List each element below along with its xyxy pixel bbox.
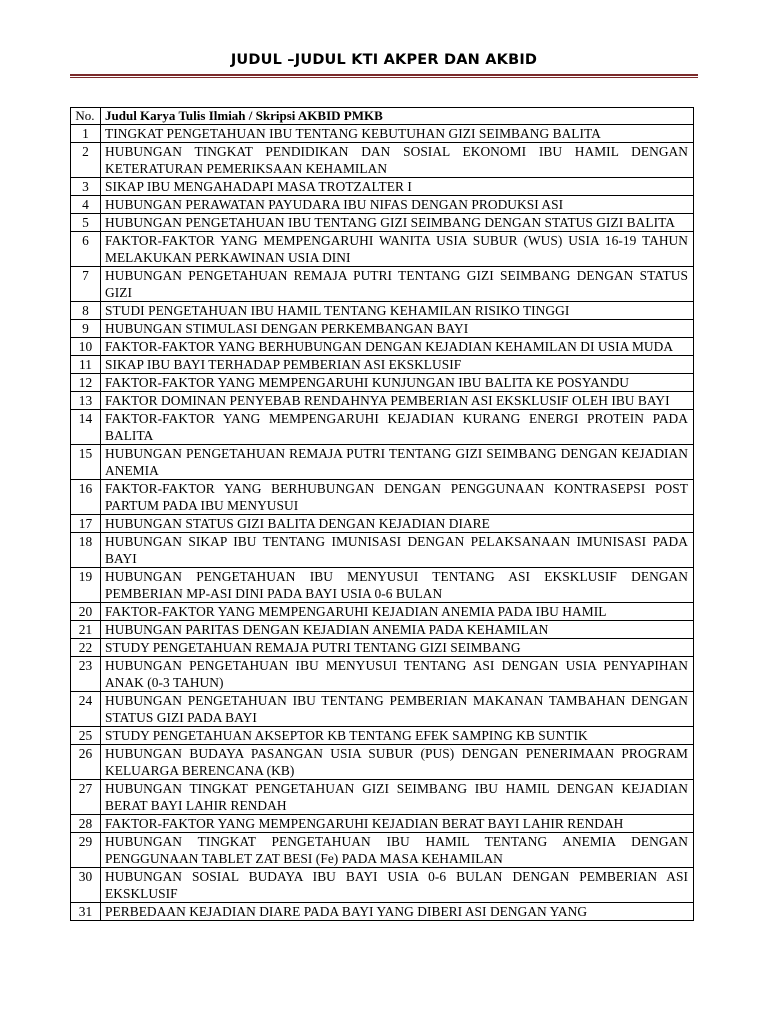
table-row	[71, 568, 694, 603]
row-title: HUBUNGAN BUDAYA PASANGAN USIA SUBUR (PUS) DENGAN PENERIMAAN PROGRAM KELUARGA BERENCANA (KB)	[101, 745, 694, 780]
row-title: SIKAP IBU MENGAHADAPI MASA TROTZALTER I	[101, 178, 694, 196]
row-number: 24	[71, 692, 101, 727]
row-title: HUBUNGAN PENGETAHUAN REMAJA PUTRI TENTANG GIZI SEIMBANG DENGAN STATUS GIZI	[101, 267, 694, 302]
table-row	[71, 657, 694, 692]
row-title: HUBUNGAN SIKAP IBU TENTANG IMUNISASI DENGAN PELAKSANAAN IMUNISASI PADA BAYI	[101, 533, 694, 568]
table-row	[71, 302, 694, 320]
row-number: 11	[71, 356, 101, 374]
row-title: HUBUNGAN PERAWATAN PAYUDARA IBU NIFAS DENGAN PRODUKSI ASI	[101, 196, 694, 214]
table-row	[71, 515, 694, 533]
row-title: HUBUNGAN SOSIAL BUDAYA IBU BAYI USIA 0-6 BULAN DENGAN PEMBERIAN ASI EKSKLUSIF	[101, 868, 694, 903]
table-row	[71, 232, 694, 267]
row-number: 21	[71, 621, 101, 639]
row-title: FAKTOR-FAKTOR YANG BERHUBUNGAN DENGAN PENGGUNAAN KONTRASEPSI POST PARTUM PADA IBU MENYUSUI	[101, 480, 694, 515]
row-number: 10	[71, 338, 101, 356]
row-title: HUBUNGAN PENGETAHUAN IBU TENTANG PEMBERIAN MAKANAN TAMBAHAN DENGAN STATUS GIZI PADA BAYI	[101, 692, 694, 727]
row-number: 20	[71, 603, 101, 621]
row-title: FAKTOR-FAKTOR YANG MEMPENGARUHI KEJADIAN BERAT BAYI LAHIR RENDAH	[101, 815, 694, 833]
table-row	[71, 903, 694, 921]
row-number: 6	[71, 232, 101, 267]
row-number: 12	[71, 374, 101, 392]
table-row	[71, 745, 694, 780]
row-number: 1	[71, 125, 101, 143]
table-row	[71, 374, 694, 392]
table-row	[71, 815, 694, 833]
column-header-no: No.	[71, 108, 101, 125]
row-number: 7	[71, 267, 101, 302]
table-row	[71, 125, 694, 143]
row-title: HUBUNGAN TINGKAT PENGETAHUAN IBU HAMIL TENTANG ANEMIA DENGAN PENGGUNAAN TABLET ZAT BESI (Fe) PADA MASA KEHAMILAN	[101, 833, 694, 868]
row-number: 25	[71, 727, 101, 745]
row-number: 5	[71, 214, 101, 232]
row-title: FAKTOR-FAKTOR YANG MEMPENGARUHI WANITA USIA SUBUR (WUS) USIA 16-19 TAHUN MELAKUKAN PERKAWINAN USIA DINI	[101, 232, 694, 267]
row-number: 26	[71, 745, 101, 780]
table-row	[71, 178, 694, 196]
table-row	[71, 392, 694, 410]
row-title: STUDY PENGETAHUAN REMAJA PUTRI TENTANG GIZI SEIMBANG	[101, 639, 694, 657]
row-number: 13	[71, 392, 101, 410]
row-title: HUBUNGAN PENGETAHUAN REMAJA PUTRI TENTANG GIZI SEIMBANG DENGAN KEJADIAN ANEMIA	[101, 445, 694, 480]
kti-title-table	[70, 107, 694, 921]
table-row	[71, 603, 694, 621]
table-row	[71, 833, 694, 868]
table-body	[71, 125, 694, 921]
title-divider	[70, 74, 698, 78]
table-row	[71, 143, 694, 178]
row-title: FAKTOR-FAKTOR YANG MEMPENGARUHI KEJADIAN ANEMIA PADA IBU HAMIL	[101, 603, 694, 621]
table-row	[71, 692, 694, 727]
table-row	[71, 214, 694, 232]
row-number: 28	[71, 815, 101, 833]
table-row	[71, 621, 694, 639]
row-number: 17	[71, 515, 101, 533]
row-title: HUBUNGAN TINGKAT PENGETAHUAN GIZI SEIMBANG IBU HAMIL DENGAN KEJADIAN BERAT BAYI LAHIR RENDAH	[101, 780, 694, 815]
row-number: 9	[71, 320, 101, 338]
table-row	[71, 780, 694, 815]
table-header-row	[71, 108, 694, 125]
row-title: HUBUNGAN PENGETAHUAN IBU MENYUSUI TENTANG ASI DENGAN USIA PENYAPIHAN ANAK (0-3 TAHUN)	[101, 657, 694, 692]
row-number: 15	[71, 445, 101, 480]
table-row	[71, 445, 694, 480]
row-title: HUBUNGAN STIMULASI DENGAN PERKEMBANGAN BAYI	[101, 320, 694, 338]
row-title: FAKTOR-FAKTOR YANG BERHUBUNGAN DENGAN KEJADIAN KEHAMILAN DI USIA MUDA	[101, 338, 694, 356]
row-title: TINGKAT PENGETAHUAN IBU TENTANG KEBUTUHAN GIZI SEIMBANG BALITA	[101, 125, 694, 143]
row-number: 4	[71, 196, 101, 214]
row-number: 22	[71, 639, 101, 657]
row-title: HUBUNGAN PENGETAHUAN IBU TENTANG GIZI SEIMBANG DENGAN STATUS GIZI BALITA	[101, 214, 694, 232]
row-number: 29	[71, 833, 101, 868]
document-title: JUDUL –JUDUL KTI AKPER DAN AKBID	[230, 52, 538, 68]
row-number: 8	[71, 302, 101, 320]
table-row	[71, 338, 694, 356]
row-title: STUDY PENGETAHUAN AKSEPTOR KB TENTANG EFEK SAMPING KB SUNTIK	[101, 727, 694, 745]
table-row	[71, 320, 694, 338]
row-title: HUBUNGAN STATUS GIZI BALITA DENGAN KEJADIAN DIARE	[101, 515, 694, 533]
row-number: 30	[71, 868, 101, 903]
row-number: 2	[71, 143, 101, 178]
row-title: FAKTOR-FAKTOR YANG MEMPENGARUHI KUNJUNGAN IBU BALITA KE POSYANDU	[101, 374, 694, 392]
row-title: FAKTOR DOMINAN PENYEBAB RENDAHNYA PEMBERIAN ASI EKSKLUSIF OLEH IBU BAYI	[101, 392, 694, 410]
column-header-title: Judul Karya Tulis Ilmiah / Skripsi AKBID PMKB	[101, 108, 694, 125]
row-number: 16	[71, 480, 101, 515]
row-number: 3	[71, 178, 101, 196]
row-number: 31	[71, 903, 101, 921]
row-title: HUBUNGAN PENGETAHUAN IBU MENYUSUI TENTANG ASI EKSKLUSIF DENGAN PEMBERIAN MP-ASI DINI PADA BAYI USIA 0-6 BULAN	[101, 568, 694, 603]
row-title: SIKAP IBU BAYI TERHADAP PEMBERIAN ASI EKSKLUSIF	[101, 356, 694, 374]
row-number: 27	[71, 780, 101, 815]
table-row	[71, 410, 694, 445]
row-title: HUBUNGAN TINGKAT PENDIDIKAN DAN SOSIAL EKONOMI IBU HAMIL DENGAN KETERATURAN PEMERIKSAAN KEHAMILAN	[101, 143, 694, 178]
table-row	[71, 267, 694, 302]
table-row	[71, 639, 694, 657]
table-row	[71, 196, 694, 214]
table-row	[71, 480, 694, 515]
table-row	[71, 356, 694, 374]
row-number: 19	[71, 568, 101, 603]
row-number: 14	[71, 410, 101, 445]
row-number: 23	[71, 657, 101, 692]
row-title: HUBUNGAN PARITAS DENGAN KEJADIAN ANEMIA PADA KEHAMILAN	[101, 621, 694, 639]
table-row	[71, 868, 694, 903]
row-title: STUDI PENGETAHUAN IBU HAMIL TENTANG KEHAMILAN RISIKO TINGGI	[101, 302, 694, 320]
table-row	[71, 533, 694, 568]
row-title: FAKTOR-FAKTOR YANG MEMPENGARUHI KEJADIAN KURANG ENERGI PROTEIN PADA BALITA	[101, 410, 694, 445]
table-row	[71, 727, 694, 745]
row-number: 18	[71, 533, 101, 568]
row-title: PERBEDAAN KEJADIAN DIARE PADA BAYI YANG DIBERI ASI DENGAN YANG	[101, 903, 694, 921]
